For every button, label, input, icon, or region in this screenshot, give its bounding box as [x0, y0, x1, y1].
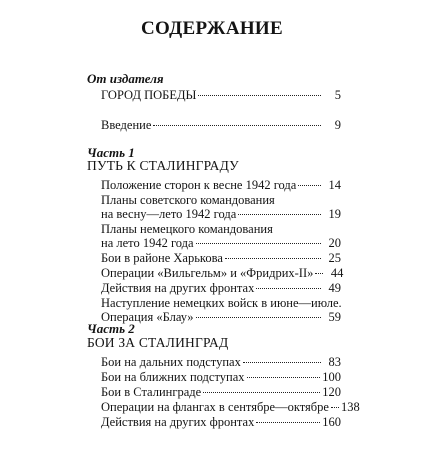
- dot-leader: [247, 377, 321, 378]
- toc-entry: [101, 385, 341, 399]
- toc-entry-line: [101, 400, 360, 414]
- dot-leader: [238, 214, 321, 215]
- toc-entry-line: [101, 310, 341, 324]
- toc-page-number: 44: [330, 266, 344, 280]
- front-label: От издателя: [87, 71, 164, 86]
- toc-entry-line: [101, 415, 341, 429]
- toc-entry-line: [101, 370, 341, 384]
- page-title: СОДЕРЖАНИЕ: [141, 18, 283, 39]
- toc-page-number: 9: [334, 118, 341, 132]
- toc-page-number: 138: [340, 400, 360, 414]
- toc-page-number: 120: [322, 385, 341, 399]
- part-label: Часть 2: [87, 321, 135, 336]
- toc-entry-text: на весну—лето 1942 года: [101, 207, 237, 221]
- part-label: Часть 1: [87, 145, 135, 160]
- toc-entry-text: Планы советского командования: [101, 193, 275, 207]
- dot-leader: [298, 185, 321, 186]
- toc-entry-text: Положение сторон к весне 1942 года: [101, 178, 297, 192]
- toc-entry: [101, 118, 341, 132]
- toc-entry-line: [101, 236, 341, 250]
- dot-leader: [203, 392, 320, 393]
- toc-entry-text: ГОРОД ПОБЕДЫ: [101, 88, 197, 102]
- toc-page-number: 25: [328, 251, 341, 265]
- toc-entry-line: [101, 355, 341, 369]
- dot-leader: [256, 422, 320, 423]
- toc-page-number: 5: [334, 88, 341, 102]
- toc-entry-text: Операции на флангах в сентябре—октябре: [101, 400, 329, 414]
- toc-entry-line: [101, 178, 341, 192]
- dot-leader: [198, 95, 321, 96]
- toc-entry-line: [101, 88, 341, 102]
- toc-entry-line: [101, 193, 341, 207]
- toc-entry-text: на лето 1942 года: [101, 236, 194, 250]
- toc-entry: [101, 251, 341, 265]
- toc-entry: [101, 222, 341, 250]
- dot-leader: [196, 317, 321, 318]
- toc-entry-text: Планы немецкого командования: [101, 222, 273, 236]
- toc-entry: [101, 193, 341, 221]
- toc-entry-text: Операции «Вильгельм» и «Фридрих-II»: [101, 266, 314, 280]
- toc-entry: [101, 370, 341, 384]
- dot-leader: [331, 407, 339, 408]
- toc-page-number: 160: [322, 415, 341, 429]
- dot-leader: [196, 243, 321, 244]
- toc-entry: [101, 88, 341, 102]
- toc-page-number: 20: [328, 236, 341, 250]
- toc-entry: [101, 281, 341, 295]
- dot-leader: [315, 273, 323, 274]
- toc-page-number: 83: [328, 355, 341, 369]
- toc-entry-text: Бои на дальних подступах: [101, 355, 241, 369]
- toc-entry-line: [101, 266, 344, 280]
- part-title: БОИ ЗА СТАЛИНГРАД: [87, 335, 229, 350]
- toc-entry-line: [101, 385, 341, 399]
- toc-entry: [101, 266, 344, 280]
- toc-entry-text: Действия на других фронтах: [101, 415, 255, 429]
- toc-entry-line: [101, 281, 341, 295]
- toc-entry: [101, 400, 360, 414]
- toc-entry-line: [101, 296, 341, 310]
- dot-leader: [256, 288, 321, 289]
- toc-entry: [101, 296, 341, 324]
- part-title: ПУТЬ К СТАЛИНГРАДУ: [87, 158, 239, 173]
- toc-entry: [101, 355, 341, 369]
- toc-entry-line: [101, 118, 341, 132]
- toc-entry-text: Введение: [101, 118, 152, 132]
- toc-entry-text: Операция «Блау»: [101, 310, 194, 324]
- toc-page-number: 49: [328, 281, 341, 295]
- dot-leader: [225, 258, 321, 259]
- toc-entry-text: Действия на других фронтах: [101, 281, 255, 295]
- toc-entry-text: Бои на ближних подступах: [101, 370, 245, 384]
- toc-entry-text: Бои в районе Харькова: [101, 251, 223, 265]
- toc-entry-line: [101, 251, 341, 265]
- toc-entry-line: [101, 207, 341, 221]
- toc-page-number: 100: [322, 370, 341, 384]
- toc-entry: [101, 178, 341, 192]
- toc-entry-text: Наступление немецких войск в июне—июле.: [101, 296, 342, 310]
- toc-page-number: 19: [328, 207, 341, 221]
- toc-entry: [101, 415, 341, 429]
- dot-leader: [243, 362, 321, 363]
- dot-leader: [153, 125, 321, 126]
- toc-entry-line: [101, 222, 341, 236]
- toc-entry-text: Бои в Сталинграде: [101, 385, 202, 399]
- toc-page-number: 59: [328, 310, 341, 324]
- toc-page-number: 14: [328, 178, 341, 192]
